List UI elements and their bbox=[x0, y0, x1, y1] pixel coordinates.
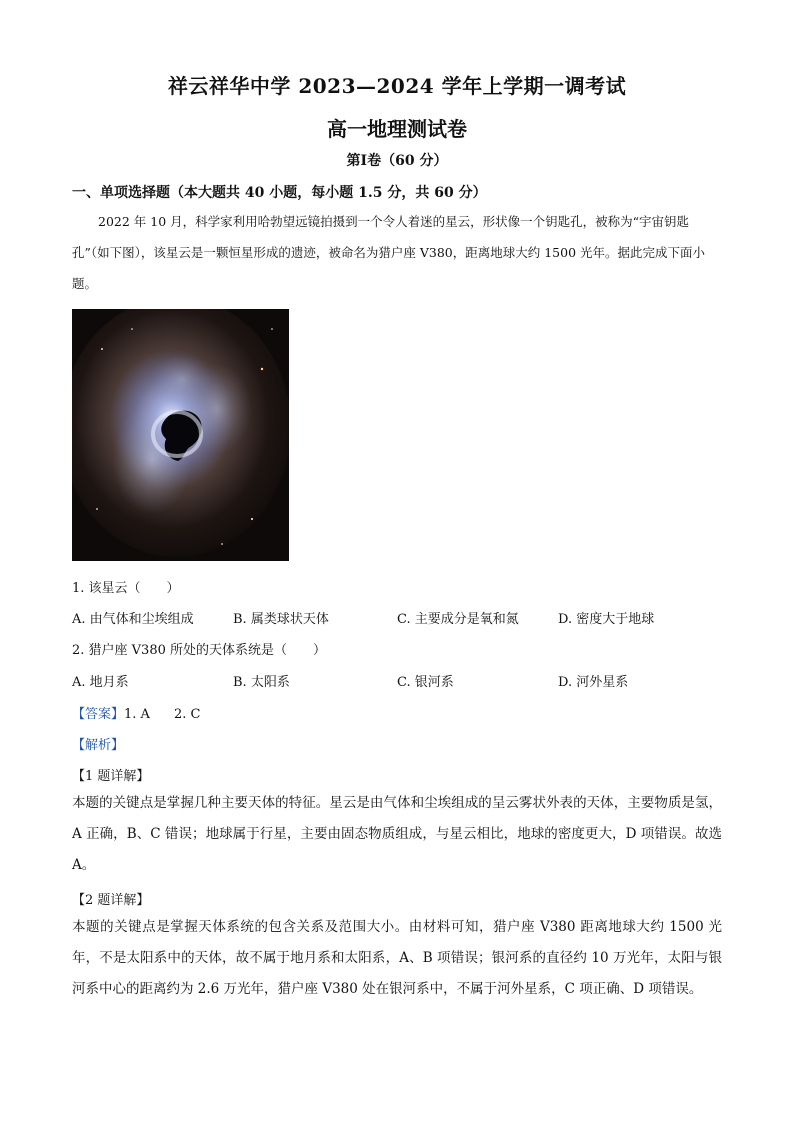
analysis-label: 【解析】 bbox=[72, 738, 125, 753]
q1-option-a: A. 由气体和尘埃组成 bbox=[72, 612, 194, 627]
q2-option-c: C. 银河系 bbox=[397, 675, 454, 690]
volume-label: 第Ⅰ卷（60 分） bbox=[346, 153, 448, 169]
answer-line bbox=[72, 703, 200, 722]
section-heading: 一、单项选择题（本大题共 40 小题，每小题 1.5 分，共 60 分） bbox=[72, 185, 487, 201]
q1-detail-label: 【1 题详解】 bbox=[72, 769, 150, 784]
answer-2: 2. C bbox=[173, 707, 201, 722]
exam-subtitle: 高一地理测试卷 bbox=[327, 117, 467, 141]
q1-detail-text: 本题的关键点是掌握几种主要天体的特征。星云是由气体和尘埃组成的呈云雾状外表的天体，主要物质是氢，A 正确，B、C 错误；地球属于行星，主要由固态物质组成，与星云相比，地球的密度更大，D 项错误。故选 A。 bbox=[72, 795, 722, 873]
material-paragraph: 2022 年 10 月，科学家利用哈勃望远镜拍摄到一个令人着迷的星云，形状像一个钥匙孔，被称为“宇宙钥匙孔”（如下图），该星云是一颗恒星形成的遗迹，被命名为猎户座 V380，距离地球大约 1500 光年。据此完成下面小题。 bbox=[72, 214, 706, 291]
q1-option-b: B. 属类球状天体 bbox=[233, 612, 329, 627]
answer-1: 1. A bbox=[124, 707, 150, 722]
q2-detail-label: 【2 题详解】 bbox=[72, 893, 150, 908]
q2-option-a: A. 地月系 bbox=[72, 675, 129, 690]
question-1-stem: 1. 该星云（ ） bbox=[72, 581, 180, 596]
q1-option-c: C. 主要成分是氧和氮 bbox=[397, 612, 519, 627]
q1-option-d: D. 密度大于地球 bbox=[558, 612, 655, 627]
question-2-stem: 2. 猎户座 V380 所处的天体系统是（ ） bbox=[72, 643, 327, 658]
q2-option-d: D. 河外星系 bbox=[558, 675, 629, 690]
answer-label: 【答案】 bbox=[72, 707, 125, 722]
nebula-image bbox=[72, 309, 289, 561]
exam-title: 祥云祥华中学 2023—2024 学年上学期一调考试 bbox=[167, 74, 627, 98]
q2-option-b: B. 太阳系 bbox=[233, 675, 290, 690]
q2-detail-text: 本题的关键点是掌握天体系统的包含关系及范围大小。由材料可知，猎户座 V380 距离地球大约 1500 光年，不是太阳系中的天体，故不属于地月系和太阳系，A、B 项错误；银河系的直径约 10 万光年，太阳与银河系中心的距离约为 2.6 万光年，猎户座 V380 处在银河系中，不属于河外星系，C 项正确、D 项错误。 bbox=[72, 919, 722, 997]
